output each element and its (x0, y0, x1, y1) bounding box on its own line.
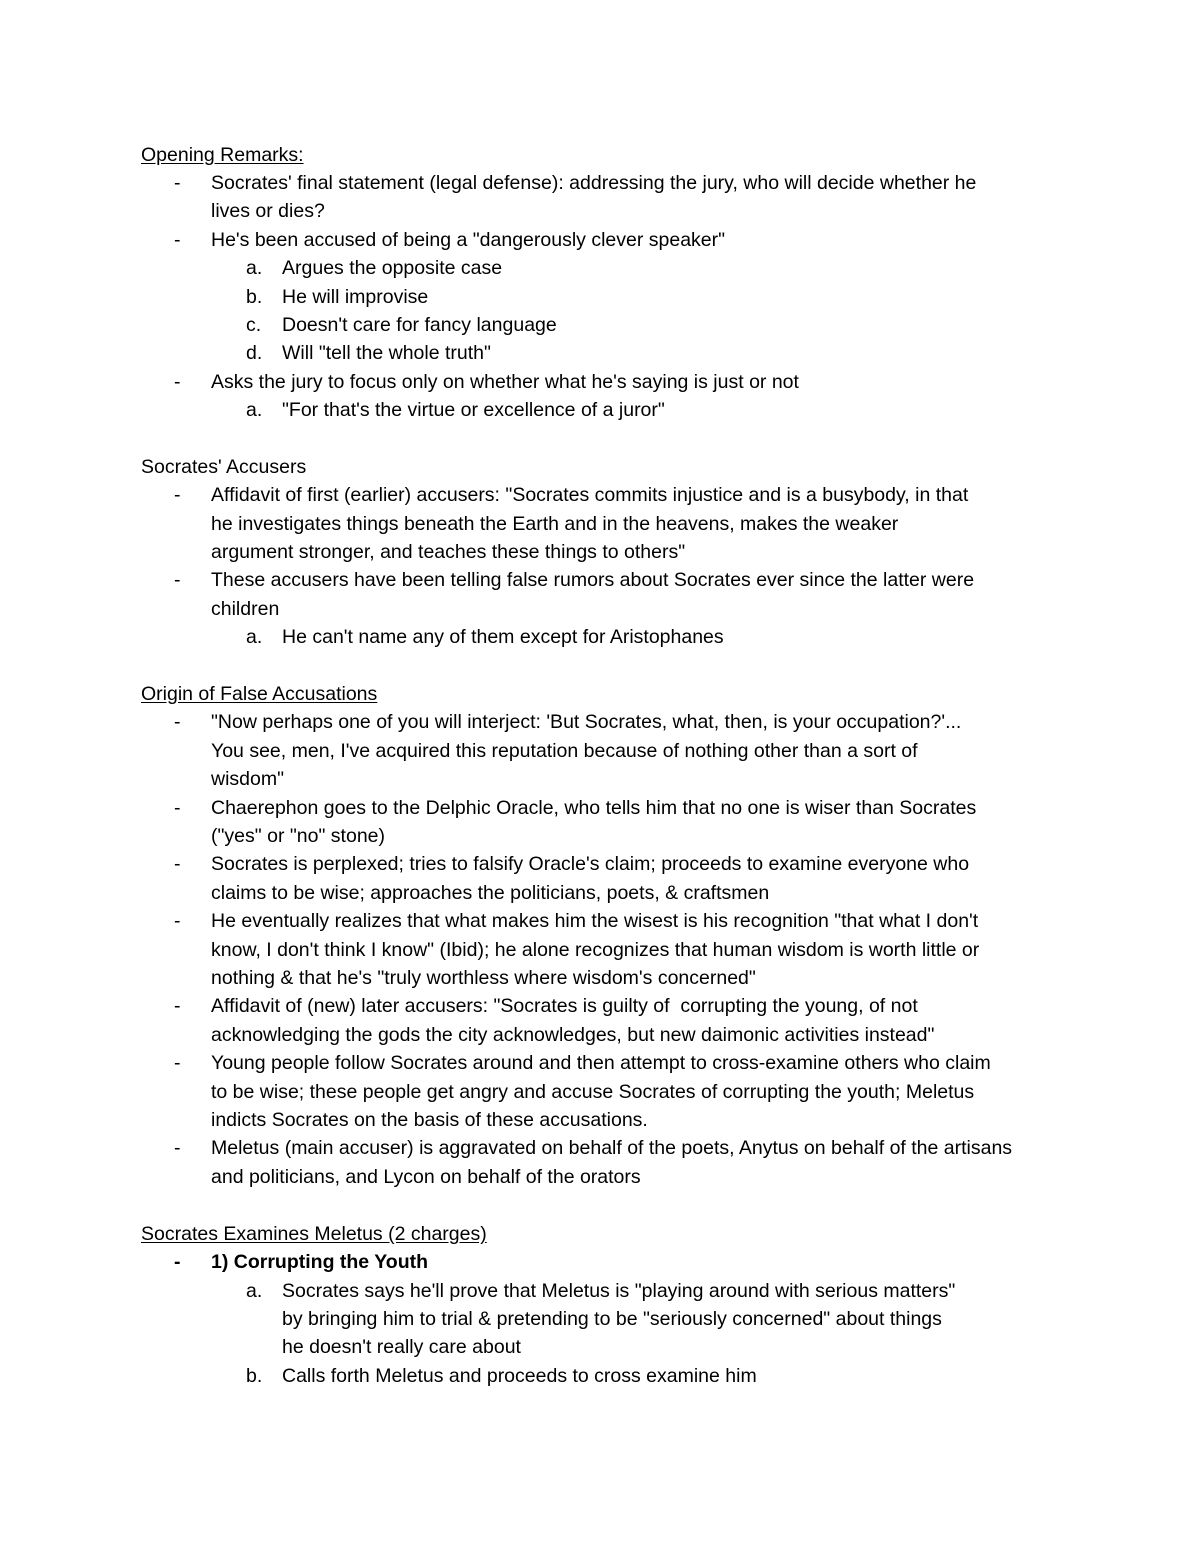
bullet-dash: - (174, 484, 181, 506)
bullet-text: Socrates is perplexed; tries to falsify Oracle's claim; proceeds to examine everyone who (211, 853, 970, 875)
bullet-text: Young people follow Socrates around and then attempt to cross-examine others who claim (211, 1052, 991, 1074)
sub-bullet-marker: b. (246, 1365, 263, 1387)
bullet-text: children (211, 598, 280, 620)
bullet-text: indicts Socrates on the basis of these accusations. (211, 1109, 648, 1131)
section-heading: Socrates' Accusers (141, 456, 307, 478)
bullet-text: Asks the jury to focus only on whether what he's saying is just or not (211, 371, 799, 393)
bullet-text: Socrates' final statement (legal defense): addressing the jury, who will decide whether he (211, 172, 977, 194)
bullet-dash: - (174, 995, 181, 1017)
bullet-dash: - (174, 711, 181, 733)
bullet-text: Affidavit of first (earlier) accusers: "Socrates commits injustice and is a busybody, in that (211, 484, 969, 506)
bullet-text: Chaerephon goes to the Delphic Oracle, who tells him that no one is wiser than Socrates (211, 797, 977, 819)
bullet-text: He's been accused of being a "dangerously clever speaker" (211, 229, 726, 251)
sub-bullet-marker: b. (246, 286, 263, 308)
bullet-text: He eventually realizes that what makes him the wisest is his recognition "that what I don't (211, 910, 979, 932)
bullet-dash: - (174, 1052, 181, 1074)
bullet-dash: - (174, 1137, 181, 1159)
bullet-text: he investigates things beneath the Earth and in the heavens, makes the weaker (211, 513, 899, 535)
bullet-dash: - (174, 172, 181, 194)
bullet-text: You see, men, I've acquired this reputation because of nothing other than a sort of (211, 740, 918, 762)
bullet-dash: - (174, 797, 181, 819)
sub-bullet-text: Socrates says he'll prove that Meletus is "playing around with serious matters" (282, 1280, 956, 1302)
bullet-text: 1) Corrupting the Youth (211, 1251, 429, 1273)
bullet-text: Affidavit of (new) later accusers: "Socrates is guilty of corrupting the young, of not (211, 995, 918, 1017)
bullet-text: lives or dies? (211, 200, 325, 222)
bullet-text: to be wise; these people get angry and accuse Socrates of corrupting the youth; Meletus (211, 1081, 975, 1103)
bullet-text: "Now perhaps one of you will interject: 'But Socrates, what, then, is your occupation?'... (211, 711, 962, 733)
sub-bullet-text: He will improvise (282, 286, 429, 308)
sub-bullet-marker: c. (246, 314, 262, 336)
bullet-text: argument stronger, and teaches these things to others" (211, 541, 686, 563)
sub-bullet-text: He can't name any of them except for Aristophanes (282, 626, 724, 648)
sub-bullet-marker: d. (246, 342, 263, 364)
section-heading: Origin of False Accusations (141, 683, 378, 705)
sub-bullet-marker: a. (246, 257, 263, 279)
sub-bullet-text: Argues the opposite case (282, 257, 503, 279)
sub-bullet-text: Doesn't care for fancy language (282, 314, 557, 336)
section-heading: Socrates Examines Meletus (2 charges) (141, 1223, 487, 1245)
bullet-dash: - (174, 853, 181, 875)
bullet-dash: - (174, 1251, 181, 1273)
section-heading: Opening Remarks: (141, 144, 304, 166)
bullet-text: claims to be wise; approaches the politicians, poets, & craftsmen (211, 882, 770, 904)
sub-bullet-marker: a. (246, 399, 263, 421)
bullet-text: wisdom" (211, 768, 285, 790)
sub-bullet-text: by bringing him to trial & pretending to be "seriously concerned" about things (282, 1308, 942, 1330)
sub-bullet-text: Calls forth Meletus and proceeds to cross examine him (282, 1365, 757, 1387)
bullet-text: and politicians, and Lycon on behalf of the orators (211, 1166, 641, 1188)
bullet-text: These accusers have been telling false rumors about Socrates ever since the latter were (211, 569, 975, 591)
bullet-dash: - (174, 910, 181, 932)
bullet-dash: - (174, 229, 181, 251)
bullet-text: nothing & that he's "truly worthless where wisdom's concerned" (211, 967, 756, 989)
sub-bullet-marker: a. (246, 626, 263, 648)
bullet-text: acknowledging the gods the city acknowledges, but new daimonic activities instead" (211, 1024, 935, 1046)
sub-bullet-text: Will "tell the whole truth" (282, 342, 491, 364)
bullet-dash: - (174, 371, 181, 393)
sub-bullet-marker: a. (246, 1280, 263, 1302)
sub-bullet-text: he doesn't really care about (282, 1336, 521, 1358)
bullet-text: ("yes" or "no" stone) (211, 825, 386, 847)
bullet-dash: - (174, 569, 181, 591)
bullet-text: know, I don't think I know" (Ibid); he alone recognizes that human wisdom is worth little or (211, 939, 980, 961)
sub-bullet-text: "For that's the virtue or excellence of a juror" (282, 399, 665, 421)
bullet-text: Meletus (main accuser) is aggravated on behalf of the poets, Anytus on behalf of the artisans (211, 1137, 1013, 1159)
